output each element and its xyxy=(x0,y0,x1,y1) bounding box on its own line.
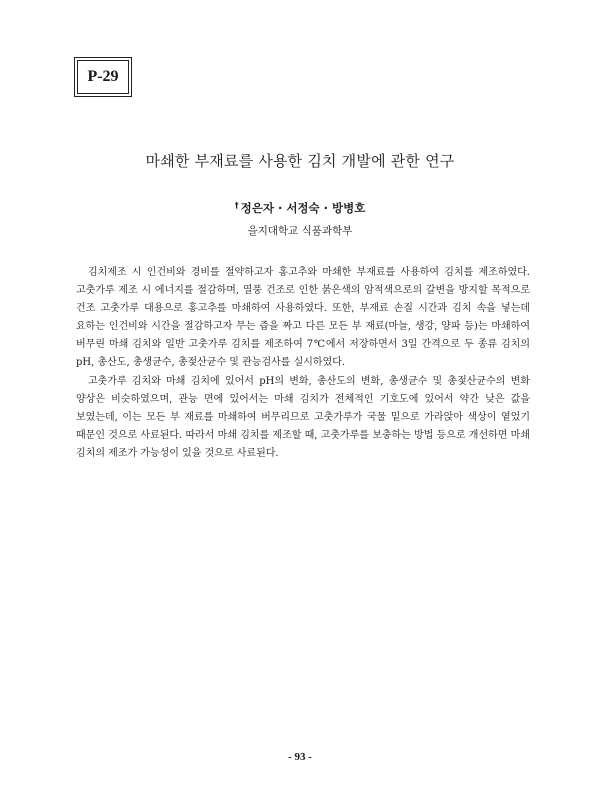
author-line xyxy=(0,200,600,216)
abstract-body xyxy=(76,264,530,463)
poster-id: P-29 xyxy=(87,68,119,85)
affiliation: 을지대학교 식품과학부 xyxy=(247,225,353,237)
corresponding-author-marker: † xyxy=(234,201,239,210)
abstract-paragraph-1: 김치제조 시 인건비와 경비를 절약하고자 홍고추와 마쇄한 부재료를 사용하여 김치를 제조하였다. 고춧가루 제조 시 에너지를 절감하며, 열풍 건조로 인한 붉은색의 암적색으로의 갈변을 방지할 목적으로 건조 고춧가루 대용으로 홍고추를 마쇄하여 사용하였다. 또한, 부재료 손질 시간과 김치 속을 넣는데 요하는 인건비와 시간을 절감하고자 무는 즙을 짜고 다른 모든 부 재료(마늘, 생강, 양파 등)는 마쇄하여 버무린 마쇄 김치와 일반 고춧가루 김치를 제조하여 7℃에서 저장하면서 3일 간격으로 두 종류 김치의 pH, 총산도, 총생균수, 총젖산균수 및 관능검사를 실시하였다. xyxy=(76,267,530,369)
page-number: - 93 - xyxy=(288,751,312,763)
poster-id-box xyxy=(77,60,129,94)
author-names: 정은자 · 서정숙 · 방병호 xyxy=(240,201,366,215)
abstract-paragraph-2: 고춧가루 김치와 마쇄 김치에 있어서 pH의 변화, 총산도의 변화, 총생균수 및 총젖산균수의 변화 양상은 비슷하였으며, 관능 면에 있어서는 마쇄 김치가 전체적인 기호도에 있어서 약간 낮은 값을 보였는데, 이는 모든 부 재료를 마쇄하여 버무리므로 고춧가루가 국물 밑으로 가라앉아 색상이 옅었기 때문인 것으로 사료된다. 따라서 마쇄 김치를 제조할 때, 고춧가루를 보충하는 방법 등으로 개선하면 마쇄 김치의 제조가 가능성이 있을 것으로 사료된다. xyxy=(76,375,530,459)
paper-title: 마쇄한 부재료를 사용한 김치 개발에 관한 연구 xyxy=(145,152,455,170)
